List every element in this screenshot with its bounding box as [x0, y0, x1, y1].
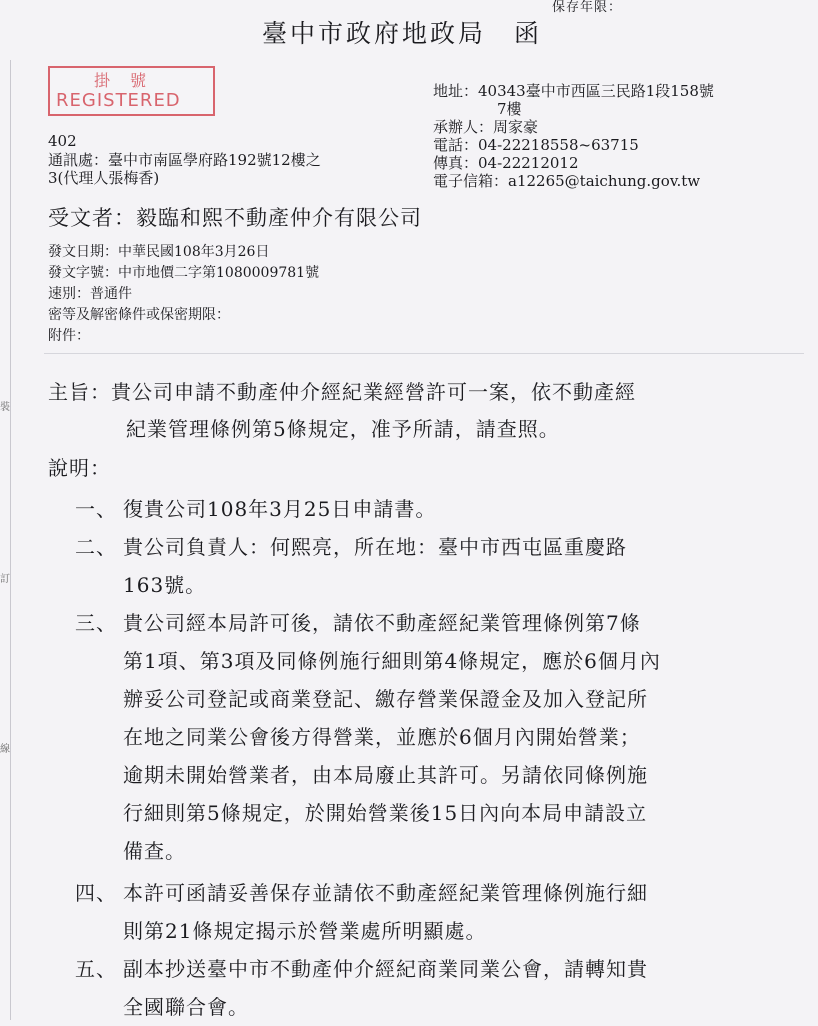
correspondence-line: 3(代理人張梅香) — [48, 169, 160, 187]
subject-line: 紀業管理條例第5條規定，准予所請，請查照。 — [126, 417, 560, 441]
subject — [48, 374, 636, 448]
correspondence-line: 通訊處：臺中市南區學府路192號12樓之 — [48, 150, 321, 169]
retention-period: 保存年限： — [552, 0, 623, 15]
issue-date: 發文日期：中華民國108年3月26日 — [48, 244, 270, 260]
item-line: 則第21條規定揭示於營業處所明顯處。 — [123, 919, 487, 943]
binding-mark: 裝 — [0, 402, 10, 413]
item-line: 第1項、第3項及同條例施行細則第4條規定，應於6個月內 — [123, 649, 661, 673]
issuer-address: 地址：40343臺中市西區三民路1段158號 — [433, 82, 714, 100]
divider — [44, 353, 804, 354]
item-line: 在地之同業公會後方得營業，並應於6個月內開始營業； — [123, 725, 641, 749]
item-line: 本許可函請妥善保存並請依不動產經紀業管理條例施行細 — [123, 881, 648, 905]
stamp-text-top: 掛號 — [94, 71, 167, 90]
item-number: 四、 — [75, 881, 117, 905]
binding-mark: 訂 — [0, 574, 10, 585]
document-title: 臺中市政府地政局 函 — [262, 19, 543, 48]
postcode: 402 — [48, 132, 77, 150]
fax: 傳真：04-22212012 — [433, 154, 579, 172]
recipient: 受文者：毅臨和熙不動產仲介有限公司 — [48, 206, 422, 230]
registered-stamp — [48, 66, 215, 116]
document-number: 發文字號：中市地價二字第1080009781號 — [48, 265, 320, 281]
item-line: 163號。 — [123, 573, 207, 597]
item-line: 行細則第5條規定，於開始營業後15日內向本局申請設立 — [123, 801, 648, 825]
item-line: 貴公司負責人：何熙亮，所在地：臺中市西屯區重慶路 — [123, 535, 627, 559]
item-number: 五、 — [75, 957, 117, 981]
item-number: 三、 — [75, 611, 117, 635]
item-line: 全國聯合會。 — [123, 995, 249, 1019]
correspondence-address — [48, 132, 321, 188]
item-line: 備查。 — [123, 839, 186, 863]
item-line: 貴公司經本局許可後，請依不動產經紀業管理條例第7條 — [123, 611, 641, 635]
item-line: 副本抄送臺中市不動產仲介經紀商業同業公會，請轉知貴 — [123, 957, 648, 981]
phone: 電話：04-22218558~63715 — [433, 136, 639, 154]
delivery-speed: 速別：普通件 — [48, 286, 132, 302]
binding-mark: 線 — [0, 744, 10, 755]
secrecy-level: 密等及解密條件或保密期限： — [48, 307, 230, 323]
stamp-text-bottom: REGISTERED — [56, 90, 181, 111]
document-meta — [48, 242, 319, 347]
item-line: 辦妥公司登記或商業登記、繳存營業保證金及加入登記所 — [123, 687, 648, 711]
issuer-contact-block — [433, 82, 714, 190]
issuer-address-cont: 7樓 — [497, 100, 522, 118]
binding-line — [10, 60, 11, 1020]
item-number: 一、 — [75, 497, 117, 521]
handler: 承辦人：周家豪 — [433, 118, 539, 136]
attachment: 附件： — [48, 328, 90, 344]
item-number: 二、 — [75, 535, 117, 559]
email: 電子信箱：a12265@taichung.gov.tw — [433, 172, 701, 190]
item-line: 逾期未開始營業者，由本局廢止其許可。另請依同條例施 — [123, 763, 648, 787]
item-line: 復貴公司108年3月25日申請書。 — [123, 497, 437, 521]
explanation-heading: 說明： — [48, 456, 111, 480]
subject-line: 主旨：貴公司申請不動產仲介經紀業經營許可一案，依不動產經 — [48, 380, 636, 404]
